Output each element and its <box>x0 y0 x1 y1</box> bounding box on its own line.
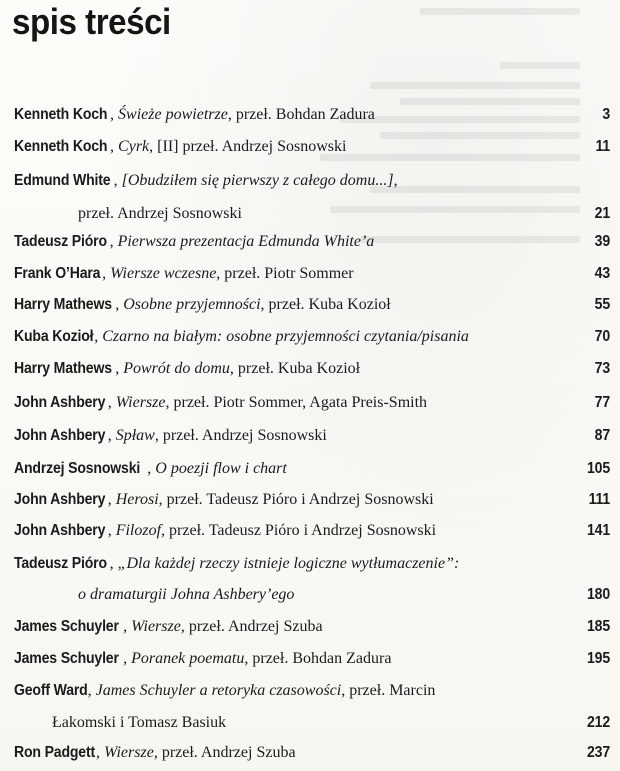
toc-author: Geoff Ward <box>14 682 88 699</box>
toc-page-number: 195 <box>587 650 610 667</box>
toc-entry <box>0 328 620 360</box>
toc-author: James Schuyler <box>14 618 119 635</box>
toc-entry <box>0 744 620 771</box>
toc-page-number: 70 <box>594 328 610 345</box>
toc-author: Kenneth Koch <box>14 106 108 123</box>
toc-title: Powrót do domu <box>123 360 230 377</box>
toc-separator: , <box>115 296 120 313</box>
toc-translation: , przeł. Andrzej Szuba <box>180 618 323 635</box>
toc-page-number: 21 <box>594 205 610 222</box>
toc-title: Wiersze <box>115 394 166 411</box>
toc-entry <box>0 460 620 492</box>
toc-title: Wiersze <box>104 744 154 761</box>
toc-page-number: 105 <box>587 460 610 477</box>
toc-separator: , <box>109 233 114 250</box>
toc-title: Cyrk <box>118 138 150 155</box>
toc-separator: , <box>123 650 128 667</box>
toc-translation: , przeł. Marcin <box>341 682 436 699</box>
toc-separator: , <box>123 618 128 635</box>
toc-separator: , <box>110 106 115 123</box>
toc-title: Filozof <box>115 522 162 539</box>
toc-translation: , przeł. Bohdan Zadura <box>244 650 392 667</box>
toc-title: O poezji flow i chart <box>155 460 287 477</box>
toc-continuation: przeł. Andrzej Sosnowski <box>78 205 242 222</box>
toc-entry <box>0 682 620 746</box>
toc-page-number: 3 <box>602 106 610 123</box>
toc-entry <box>0 233 620 265</box>
toc-title: Czarno na białym: osobne przyjemności czytania/pisania <box>102 328 469 345</box>
toc-author: John Ashbery <box>14 522 106 539</box>
toc-continuation: o dramaturgii Johna Ashbery’ego <box>78 586 295 603</box>
toc-author: Kuba Kozioł <box>14 328 94 345</box>
toc-separator: , <box>94 328 99 345</box>
toc-title: Spław <box>115 427 155 444</box>
toc-separator: , <box>109 555 114 572</box>
toc-author: Edmund White <box>14 172 111 189</box>
toc-title: James Schuyler a retoryka czasowości <box>95 682 342 699</box>
toc-entry <box>0 618 620 650</box>
toc-separator: , <box>107 491 112 508</box>
toc-separator: , <box>87 682 92 699</box>
toc-translation: , przeł. Bohdan Zadura <box>227 106 375 123</box>
toc-author: James Schuyler <box>14 650 119 667</box>
toc-title: Poranek poematu <box>131 650 245 667</box>
toc-separator: , <box>110 138 115 155</box>
toc-page-number: 77 <box>594 394 610 411</box>
toc-translation: , przeł. Tadeusz Pióro i Andrzej Sosnowski <box>158 491 434 508</box>
toc-author: Tadeusz Pióro <box>14 555 107 572</box>
toc-entry <box>0 138 620 170</box>
toc-separator: , <box>115 360 120 377</box>
toc-entry <box>0 522 620 554</box>
toc-author: Ron Padgett <box>14 744 95 761</box>
toc-translation: , przeł. Andrzej Szuba <box>153 744 296 761</box>
toc-separator: , <box>107 427 112 444</box>
toc-translation: , przeł. Kuba Kozioł <box>260 296 391 313</box>
toc-page-number: 39 <box>594 233 610 250</box>
toc-title: Osobne przyjemności <box>123 296 261 313</box>
toc-separator: , <box>147 460 152 477</box>
toc-entry <box>0 394 620 426</box>
toc-author: Andrzej Sosnowski <box>14 460 141 477</box>
toc-page-number: 141 <box>587 522 610 539</box>
page-title: spis treści <box>12 1 171 42</box>
toc-continuation: Łakomski i Tomasz Basiuk <box>52 714 227 731</box>
toc-page-number: 87 <box>594 427 610 444</box>
toc-translation: , [II] przeł. Andrzej Sosnowski <box>149 138 347 155</box>
toc-entry <box>0 427 620 459</box>
toc-translation: , przeł. Piotr Sommer <box>216 265 354 282</box>
toc-page-number: 55 <box>594 296 610 313</box>
toc-separator: , <box>102 265 107 282</box>
toc-author: John Ashbery <box>14 427 106 444</box>
toc-author: Frank O’Hara <box>14 265 101 282</box>
toc-translation: , przeł. Tadeusz Pióro i Andrzej Sosnowski <box>161 522 437 539</box>
toc-page-number: 237 <box>587 744 610 761</box>
toc-entry <box>0 296 620 328</box>
toc-page-number: 185 <box>587 618 610 635</box>
toc-title: Wiersze wczesne <box>110 265 217 282</box>
toc-author: Kenneth Koch <box>14 138 108 155</box>
toc-entry <box>0 106 620 138</box>
toc-page-number: 11 <box>595 138 610 155</box>
toc-title: Pierwsza prezentacja Edmunda White’a <box>117 233 375 250</box>
toc-title: [Obudziłem się pierwszy z całego domu...] <box>121 172 394 189</box>
toc-author: John Ashbery <box>14 491 106 508</box>
toc-page-number: 111 <box>588 491 610 508</box>
toc-title: Herosi <box>115 491 159 508</box>
toc-page-number: 180 <box>587 586 610 603</box>
toc-author: Harry Mathews <box>14 360 112 377</box>
toc-author: John Ashbery <box>14 394 106 411</box>
toc-separator: , <box>107 522 112 539</box>
toc-entry <box>0 555 620 619</box>
toc-entry <box>0 650 620 682</box>
toc-title: Świeże powietrze <box>118 106 228 123</box>
toc-title: „Dla każdej rzeczy istnieje logiczne wytłumaczenie”: <box>117 555 460 572</box>
toc-separator: , <box>113 172 118 189</box>
toc-author: Tadeusz Pióro <box>14 233 107 250</box>
toc-entry <box>0 360 620 392</box>
toc-entry <box>0 491 620 523</box>
toc-translation: , przeł. Andrzej Sosnowski <box>154 427 327 444</box>
toc-entry <box>0 172 620 236</box>
toc-translation: , przeł. Piotr Sommer, Agata Preis-Smith <box>165 394 428 411</box>
toc-title: Wiersze <box>131 618 181 635</box>
toc-separator: , <box>96 744 101 761</box>
toc-page-number: 43 <box>594 265 610 282</box>
toc-translation: , <box>393 172 398 189</box>
toc-entry <box>0 265 620 297</box>
toc-separator: , <box>107 394 112 411</box>
toc-page-number: 73 <box>594 360 610 377</box>
toc-author: Harry Mathews <box>14 296 112 313</box>
toc-page-number: 212 <box>587 714 610 731</box>
toc-translation: , przeł. Kuba Kozioł <box>229 360 361 377</box>
